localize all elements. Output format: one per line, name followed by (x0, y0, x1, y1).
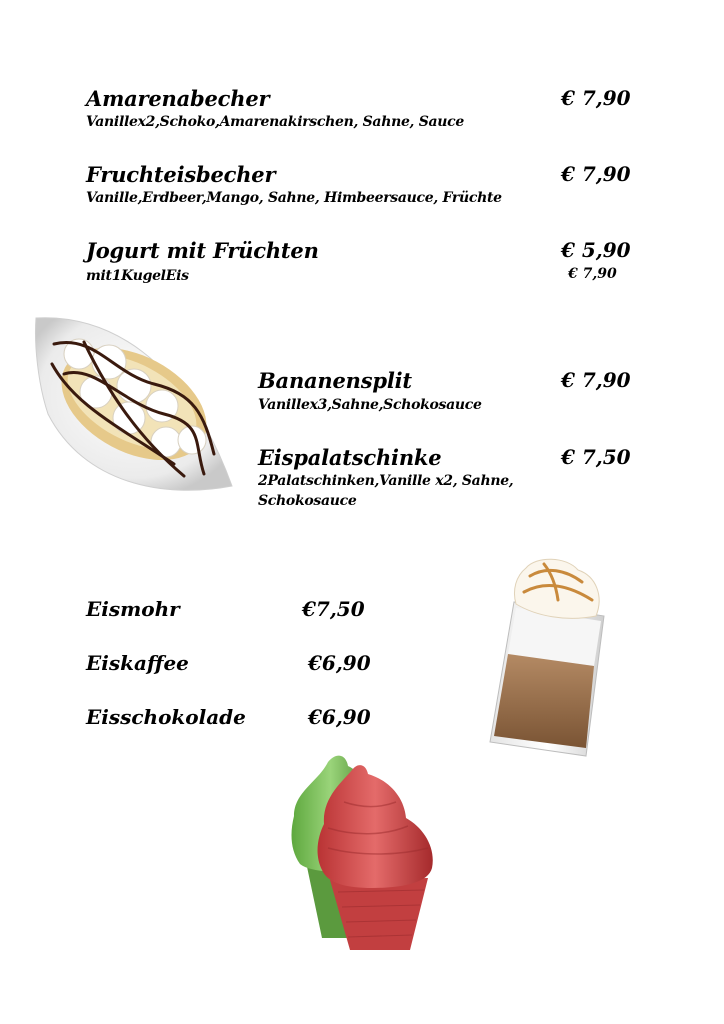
item-desc-bananensplit: Vanillex3,Sahne,Schokosauce (258, 397, 482, 413)
item-price-bananensplit: € 7,90 (561, 368, 631, 392)
iced-coffee-image (486, 556, 616, 760)
item-desc-eispalatschinke-line1: 2Palatschinken,Vanille x2, Sahne, (258, 473, 514, 489)
item-price-fruchteisbecher: € 7,90 (561, 162, 631, 186)
item-price-eispalatschinke: € 7,50 (561, 445, 631, 469)
item-name-bananensplit: Bananensplit (258, 368, 412, 393)
item-name-jogurt: Jogurt mit Früchten (86, 238, 319, 263)
item-desc-jogurt: mit1KugelEis (86, 268, 189, 284)
item-price-jogurt: € 5,90 (561, 238, 631, 262)
drink-name-eismohr: Eismohr (86, 597, 180, 621)
item-name-amarenabecher: Amarenabecher (86, 86, 270, 111)
ice-cream-cones-image (288, 752, 448, 958)
drink-name-eiskaffee: Eiskaffee (86, 651, 189, 675)
item-desc-fruchteisbecher: Vanille,Erdbeer,Mango, Sahne, Himbeersauce, Früchte (86, 190, 502, 206)
item-desc-eispalatschinke-line2: Schokosauce (258, 493, 357, 509)
item-price-extra-jogurt: € 7,90 (568, 266, 617, 282)
item-desc-amarenabecher: Vanillex2,Schoko,Amarenakirschen, Sahne, Sauce (86, 114, 464, 130)
drink-price-eismohr: €7,50 (302, 597, 365, 621)
drink-price-eiskaffee: €6,90 (308, 651, 371, 675)
item-price-amarenabecher: € 7,90 (561, 86, 631, 110)
banana-split-image (34, 314, 234, 494)
drink-name-eisschokolade: Eisschokolade (86, 705, 246, 729)
drink-price-eisschokolade: €6,90 (308, 705, 371, 729)
item-name-fruchteisbecher: Fruchteisbecher (86, 162, 276, 187)
item-name-eispalatschinke: Eispalatschinke (258, 445, 442, 470)
